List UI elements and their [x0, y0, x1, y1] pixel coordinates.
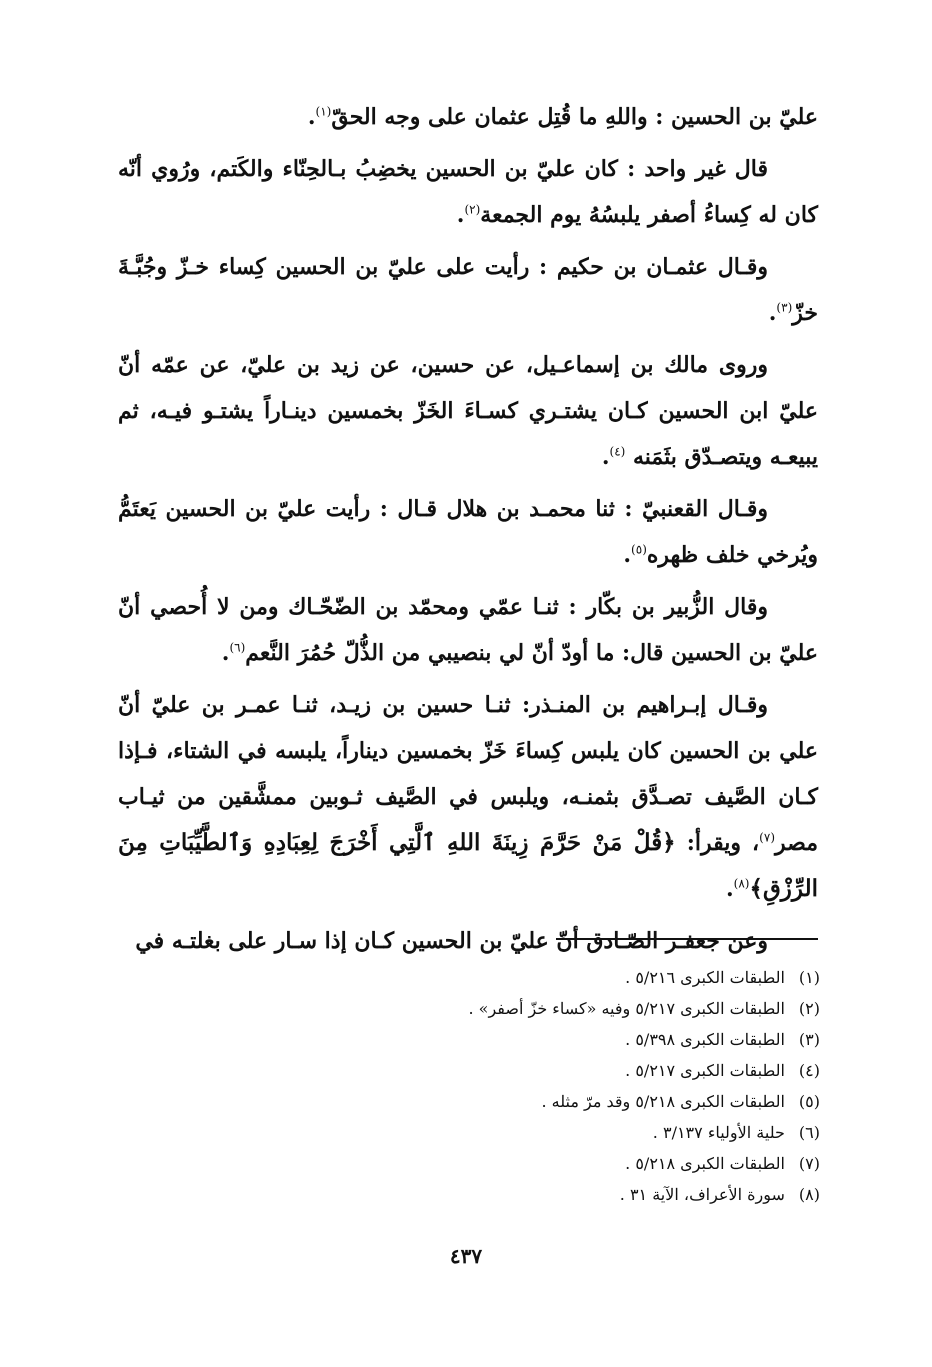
footnote-item — [220, 1086, 820, 1117]
paragraph-text: وقـال القعنبيّ : ثنا محمـد بن هلال قـال : رأيت عليّ بن الحسين يَعتَمُّ ويُرخي خلف ظهره — [118, 496, 818, 568]
paragraph-text: عليّ بن الحسين : واللهِ ما قُتِل عثمان على وجه الحقّ — [331, 104, 818, 130]
paragraph-text: قال غير واحد : كان عليّ بن الحسين يخضِبُ بـالحِنّاء والكَتم، ورُوي أنّه كان له كِساءُ أصفر يلبسُهُ يوم الجمعة — [118, 156, 818, 228]
footnote-reference: (٨) — [733, 876, 750, 891]
footnote-number: (٦) — [798, 1123, 820, 1142]
footnote-text: الطبقات الكبرى ٥/٢١٨ . — [625, 1154, 785, 1173]
main-text-body — [118, 94, 818, 970]
paragraph-text: وقـال إبـراهيم بن المنـذر: ثنـا حسين بن زيـد، ثنـا عمـر بن عليّ أنّ علي بن الحسين كان يلبس كِساءَ خَزّ بخمسين ديناراً، يلبسه في الشتاء، فـإذا كـان الصَّيف تصـدَّق بثمنـه، ويلبس في الصَّيف ثـوبين ممشَّقين من ثيـاب مصر — [118, 692, 819, 856]
footnote-number: (٧) — [798, 1154, 820, 1173]
footnote-item — [220, 1055, 820, 1086]
footnote-separator — [556, 938, 818, 940]
paragraph — [118, 244, 818, 336]
footnote-text: الطبقات الكبرى ٥/٢١٨ وقد مرّ مثله . — [541, 1092, 785, 1111]
paragraph-text: . — [768, 300, 777, 326]
paragraph — [118, 682, 818, 912]
footnote-reference: (١) — [315, 104, 332, 119]
footnote-reference: (٤) — [609, 444, 626, 459]
paragraph-text: . — [623, 542, 632, 568]
paragraph-text: . — [307, 104, 316, 130]
footnote-reference: (٢) — [464, 202, 481, 217]
paragraph-text: وقـال عثمـان بن حكيم : رأيت على عليّ بن الحسين كِساء خـزّ وجُبَّـةَ خزّ — [118, 254, 818, 326]
paragraph-text: . — [601, 444, 610, 470]
footnote-reference: (٣) — [776, 300, 793, 315]
paragraph-text: ، ويقرأ: — [675, 830, 760, 856]
footnote-number: (٥) — [798, 1092, 820, 1111]
footnote-item — [220, 993, 820, 1024]
footnote-number: (٨) — [798, 1185, 820, 1204]
quran-verse: ﴿قُلْ مَنْ حَرَّمَ زِينَةَ اللهِ ٱلَّتِي أَخْرَجَ لِعِبَادِهِ وَٱلطَّيِّبَاتِ مِنَ الرِّزْقِ﴾ — [118, 829, 818, 902]
footnote-number: (٣) — [798, 1030, 820, 1049]
paragraph — [118, 94, 818, 140]
footnote-text: الطبقات الكبرى ٥/٢١٧ . — [625, 1061, 785, 1080]
footnote-number: (٤) — [798, 1061, 820, 1080]
footnote-number: (١) — [798, 968, 820, 987]
paragraph-text: وروى مالك بن إسماعـيل، عن حسين، عن زيد بن عليّ، عن عمّه أنّ عليّ ابن الحسين كـان يشتـري كسـاءَ الخَزّ بخمسين دينـاراً يشتـو فيـه، ثم يبيعـه ويتصـدّق بثَمَنه — [118, 352, 818, 470]
footnote-text: الطبقات الكبرى ٥/٢١٦ . — [625, 968, 785, 987]
paragraph — [118, 918, 818, 964]
footnote-reference: (٥) — [631, 542, 647, 557]
footnote-text: الطبقات الكبرى ٥/٣٩٨ . — [625, 1030, 785, 1049]
footnote-text: سورة الأعراف، الآية ٣١ . — [619, 1185, 785, 1204]
footnote-item — [220, 1179, 820, 1210]
footnote-item — [220, 1117, 820, 1148]
paragraph-text: . — [221, 640, 230, 666]
paragraph-text: . — [725, 876, 734, 902]
footnotes-list — [220, 962, 820, 1210]
footnote-text: حلية الأولياء ٣/١٣٧ . — [652, 1123, 785, 1142]
footnote-number: (٢) — [798, 999, 820, 1018]
footnote-reference: (٦) — [229, 640, 246, 655]
paragraph-text: وعن جعفـر الصّـادق أنّ عليّ بن الحسين كـان إذا سـار على بغلتـه في — [135, 928, 768, 954]
footnote-reference: (٧) — [759, 830, 775, 845]
paragraph — [118, 342, 818, 480]
paragraph — [118, 486, 818, 578]
footnote-item — [220, 962, 820, 993]
footnote-text: الطبقات الكبرى ٥/٢١٧ وفيه «كساء خزّ أصفر» . — [468, 999, 785, 1018]
footnote-item — [220, 1148, 820, 1179]
footnote-item — [220, 1024, 820, 1055]
page-number: ٤٣٧ — [449, 1244, 483, 1268]
paragraph — [118, 584, 818, 676]
paragraph-text: وقال الزُّبير بن بكّار : ثنـا عمّي ومحمّد بن الضّحّـاك ومن لا أُحصي أنّ عليّ بن الحسين قال: ما أودّ أنّ لي بنصيبي من الذُّلّ حُمُرَ النَّعم — [118, 594, 818, 666]
paragraph — [118, 146, 818, 238]
paragraph-text: . — [456, 202, 465, 228]
